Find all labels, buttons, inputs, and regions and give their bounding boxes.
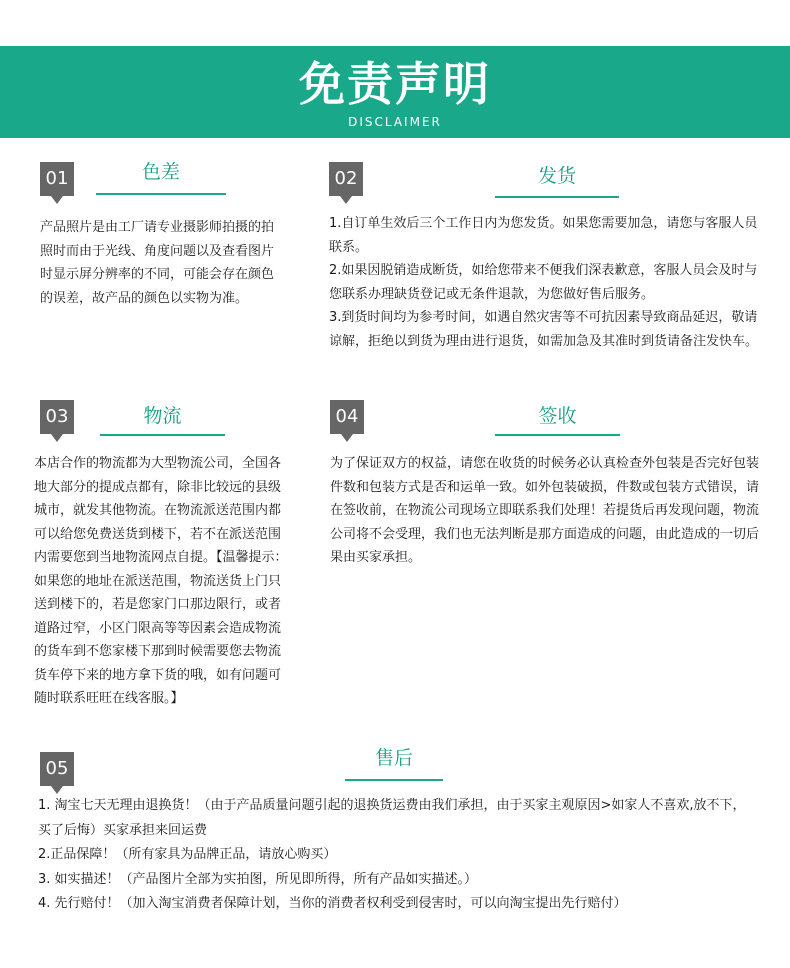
heading-underline bbox=[345, 779, 443, 781]
section-body bbox=[34, 452, 289, 711]
page-title: 免责声明 bbox=[299, 57, 491, 111]
heading-underline bbox=[495, 196, 619, 198]
section-text: 产品照片是由工厂请专业摄影师拍摄的拍照时而由于光线、角度问题以及查看图片时显示屏分辨率的不同，可能会存在颜色的误差，故产品的颜色以实物为准。 bbox=[40, 220, 275, 306]
section-line: 1.自订单生效后三个工作日内为您发货。如果您需要加急，请您与客服人员联系。 bbox=[329, 216, 758, 255]
section-number-badge: 03 bbox=[40, 400, 74, 434]
section-number-badge: 04 bbox=[330, 400, 364, 434]
section-line: 3. 如实描述！（产品图片全部为实拍图，所见即所得，所有产品如实描述。） bbox=[38, 871, 478, 887]
heading-underline bbox=[96, 193, 226, 195]
section-line: 2.正品保障！（所有家具为品牌正品，请放心购买） bbox=[38, 847, 337, 862]
section-line: 2.如果因脱销造成断货，如给您带来不便我们深表歉意，客服人员会及时与您联系办理缺货登记或无条件退款，为您做好售后服务。 bbox=[329, 263, 758, 302]
section-heading: 签收 bbox=[538, 405, 577, 427]
section-body bbox=[329, 212, 769, 353]
section-heading: 发货 bbox=[537, 165, 576, 187]
section-text: 为了保证双方的权益，请您在收货的时候务必认真检查外包装是否完好包装件数和包装方式是否和运单一致。如外包装破损，件数或包装方式错误，请在签收前，在物流公司现场立即联系我们处理！若提货后再发现问题，物流公司将不会受理，我们也无法判断是那方面造成的问题，由此造成的一切后果由买家承担。 bbox=[330, 456, 760, 565]
section-number-badge: 05 bbox=[40, 752, 74, 786]
section-heading: 色差 bbox=[141, 161, 180, 183]
section-number-badge: 02 bbox=[329, 162, 363, 196]
page-subtitle: DISCLAIMER bbox=[348, 115, 442, 129]
section-body bbox=[330, 452, 770, 570]
section-number-badge: 01 bbox=[40, 162, 74, 196]
heading-underline bbox=[495, 434, 620, 436]
heading-underline bbox=[100, 434, 225, 436]
section-heading: 售后 bbox=[374, 747, 413, 769]
section-line: 4. 先行赔付！（加入淘宝消费者保障计划，当你的消费者权利受到侵害时，可以向淘宝提出先行赔付） bbox=[38, 896, 627, 911]
section-line: 3.到货时间均为参考时间，如遇自然灾害等不可抗因素导致商品延迟，敬请谅解，拒绝以到货为理由进行退货，如需加急及其准时到货请备注发快车。 bbox=[329, 310, 759, 349]
section-text: 本店合作的物流都为大型物流公司，全国各地大部分的提成点都有，除非比较远的县级城市，就发其他物流。在物流派送范围内都可以给您免费送货到楼下，若不在派送范围内需要您到当地物流网点自提。【温馨提示：如果您的地址在派送范围，物流送货上门只送到楼下的，若是您家门口那边限行，或者道路过窄，小区门限高等等因素会造成物流的货车到不您家楼下那到时候需要您去物流货车停下来的地方拿下货的哦，如有问题可随时联系旺旺在线客服。】 bbox=[34, 456, 288, 706]
section-heading: 物流 bbox=[143, 405, 182, 427]
section-body bbox=[38, 794, 758, 917]
section-body bbox=[40, 216, 285, 310]
section-line: 1. 淘宝七天无理由退换货！（由于产品质量问题引起的退换货运费由我们承担，由于买家主观原因>如家人不喜欢,放不下，买了后悔）买家承担来回运费 bbox=[38, 798, 746, 838]
